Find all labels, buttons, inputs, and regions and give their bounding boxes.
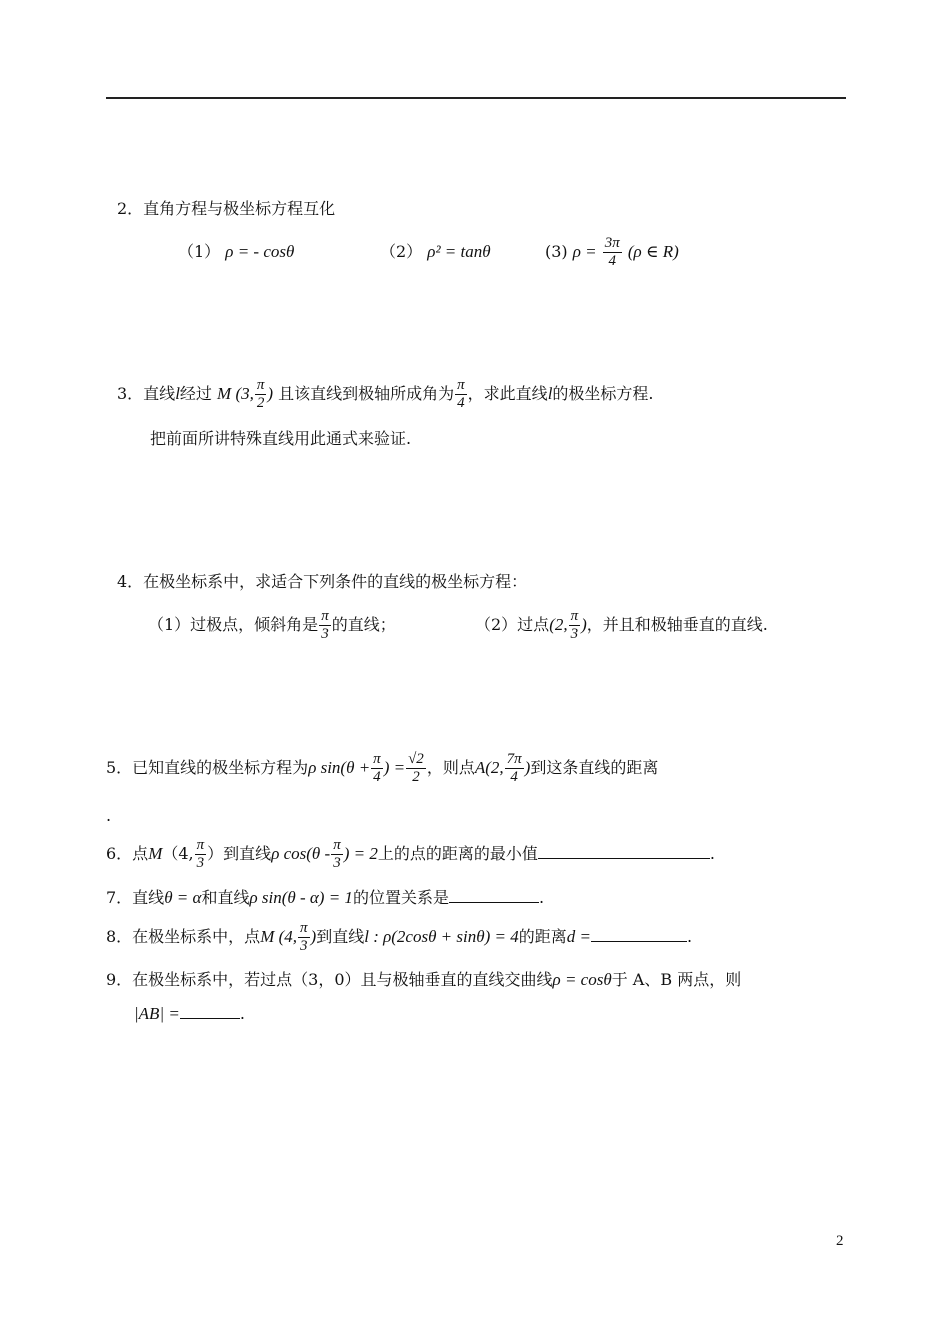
problem-8 bbox=[106, 917, 692, 957]
text: 7．直线 bbox=[106, 888, 165, 907]
text: 于 A、B 两点，则 bbox=[611, 970, 742, 989]
point: M (3, bbox=[217, 384, 254, 403]
denominator: 3 bbox=[321, 626, 329, 642]
text: 8．在极坐标系中，点 bbox=[106, 927, 261, 946]
text: 的极坐标方程. bbox=[552, 384, 654, 403]
denominator: 4 bbox=[510, 769, 518, 785]
denominator: 4 bbox=[608, 253, 616, 269]
text: 把前面所讲特殊直线用此通式来验证. bbox=[150, 429, 412, 448]
line-symbol: l bbox=[547, 384, 553, 403]
text: （2）过点 bbox=[475, 615, 550, 634]
text: . bbox=[239, 1004, 245, 1023]
problem-2-part2 bbox=[380, 242, 491, 262]
text: 的距离 bbox=[518, 927, 567, 946]
equation: d = bbox=[566, 927, 591, 946]
point: A(2, bbox=[474, 758, 504, 777]
problem-2-part1 bbox=[178, 242, 294, 262]
denominator: 4 bbox=[457, 395, 465, 411]
text: . bbox=[538, 888, 545, 907]
problem-3-line1 bbox=[117, 374, 654, 414]
text: 的直线； bbox=[331, 615, 396, 634]
part-label: （1） bbox=[178, 242, 221, 261]
denominator: 2 bbox=[256, 395, 265, 411]
text: 和直线 bbox=[201, 888, 250, 907]
paren: ) bbox=[524, 758, 531, 777]
equation: ρ cos(θ - bbox=[271, 844, 331, 863]
answer-blank[interactable] bbox=[538, 842, 710, 859]
text: 到直线 bbox=[223, 844, 272, 863]
numerator: π bbox=[570, 608, 579, 624]
paren: ) bbox=[267, 384, 274, 403]
numerator: π bbox=[333, 837, 341, 853]
point-name: M bbox=[148, 844, 163, 863]
numerator: 3π bbox=[604, 235, 620, 251]
equation: l : ρ(2cosθ + sinθ) = 4 bbox=[364, 927, 519, 946]
fraction bbox=[298, 920, 310, 955]
part-label: （2） bbox=[380, 242, 423, 261]
text: 4．在极坐标系中，求适合下列条件的直线的极坐标方程： bbox=[117, 572, 528, 591]
point: (2, bbox=[549, 615, 568, 634]
answer-blank[interactable] bbox=[449, 886, 539, 903]
fraction bbox=[603, 235, 622, 270]
fraction bbox=[505, 751, 524, 786]
denominator: 4 bbox=[373, 769, 381, 785]
equation: ) = bbox=[383, 758, 406, 777]
problem-2-part3 bbox=[545, 232, 679, 272]
fraction bbox=[569, 608, 581, 643]
text: 到这条直线的距离 bbox=[530, 758, 659, 777]
numerator: π bbox=[196, 837, 205, 853]
equation: ρ = cosθ bbox=[552, 970, 612, 989]
answer-blank[interactable] bbox=[180, 1002, 240, 1019]
fraction bbox=[371, 751, 383, 786]
problem-2-title bbox=[117, 199, 335, 219]
text: 上的点的距离的最小值 bbox=[377, 844, 538, 863]
denominator: 3 bbox=[333, 855, 341, 871]
equation: θ = α bbox=[164, 888, 202, 907]
equation: ) = 2 bbox=[343, 844, 378, 863]
problem-9-line2 bbox=[134, 1002, 245, 1024]
paren: ） bbox=[207, 844, 224, 863]
equation: ρ = bbox=[572, 242, 597, 261]
equation: ρ sin(θ - α) = 1 bbox=[249, 888, 353, 907]
equation: ρ sin(θ + bbox=[308, 758, 371, 777]
paren: ) bbox=[581, 615, 587, 634]
fraction bbox=[319, 608, 331, 643]
problem-4-part2 bbox=[475, 605, 768, 645]
header-rule bbox=[106, 97, 846, 99]
fraction bbox=[406, 751, 426, 786]
text: （1）过极点，倾斜角是 bbox=[148, 615, 319, 634]
numerator: 7π bbox=[506, 751, 522, 767]
fraction bbox=[255, 377, 267, 412]
text: 的位置关系是 bbox=[352, 888, 449, 907]
page-number: 2 bbox=[836, 1233, 844, 1249]
text: 5．已知直线的极坐标方程为 bbox=[106, 758, 309, 777]
text: . bbox=[709, 844, 715, 863]
denominator: 3 bbox=[196, 855, 205, 871]
text: 到直线 bbox=[316, 927, 365, 946]
line-symbol: l bbox=[175, 384, 180, 403]
point: （4, bbox=[162, 844, 194, 863]
text: 3．直线 bbox=[117, 384, 176, 403]
text: 6．点 bbox=[106, 844, 149, 863]
part-label: (3) bbox=[545, 242, 568, 261]
problem-7 bbox=[106, 886, 544, 908]
problem-3-line2 bbox=[150, 429, 411, 449]
problem-4-title bbox=[117, 572, 527, 592]
text: . bbox=[686, 927, 693, 946]
text: 且该直线到极轴所成角为 bbox=[278, 384, 455, 403]
text: ，则点 bbox=[426, 758, 475, 777]
fraction bbox=[455, 377, 467, 412]
problem-6 bbox=[106, 834, 715, 874]
numerator: π bbox=[300, 920, 308, 936]
denominator: 2 bbox=[412, 769, 420, 785]
text: 经过 bbox=[179, 384, 212, 403]
problem-4-part1 bbox=[148, 605, 396, 645]
fraction bbox=[331, 837, 343, 872]
numerator: π bbox=[256, 377, 265, 393]
text: ，并且和极轴垂直的直线. bbox=[586, 615, 768, 634]
equation: (ρ ∈ R) bbox=[627, 242, 679, 261]
problem-9-line1 bbox=[106, 970, 741, 990]
text: ，求此直线 bbox=[467, 384, 548, 403]
numerator: √2 bbox=[408, 751, 424, 767]
denominator: 3 bbox=[300, 938, 308, 954]
equation: ρ = - cosθ bbox=[225, 242, 295, 261]
answer-blank[interactable] bbox=[591, 925, 687, 942]
equation: |AB| = bbox=[134, 1004, 180, 1023]
numerator: π bbox=[457, 377, 465, 393]
fraction bbox=[195, 837, 207, 872]
point: M (4, bbox=[260, 927, 298, 946]
problem-2-title-text: 2．直角方程与极坐标方程互化 bbox=[117, 199, 336, 218]
numerator: π bbox=[321, 608, 329, 624]
paren: ) bbox=[310, 927, 317, 946]
problem-5-line2 bbox=[106, 806, 111, 826]
equation: ρ² = tanθ bbox=[427, 242, 491, 261]
denominator: 3 bbox=[570, 626, 579, 642]
numerator: π bbox=[373, 751, 381, 767]
text: . bbox=[106, 806, 112, 825]
text: 9．在极坐标系中，若过点（3，0）且与极轴垂直的直线交曲线 bbox=[106, 970, 553, 989]
problem-5-line1 bbox=[106, 748, 658, 788]
